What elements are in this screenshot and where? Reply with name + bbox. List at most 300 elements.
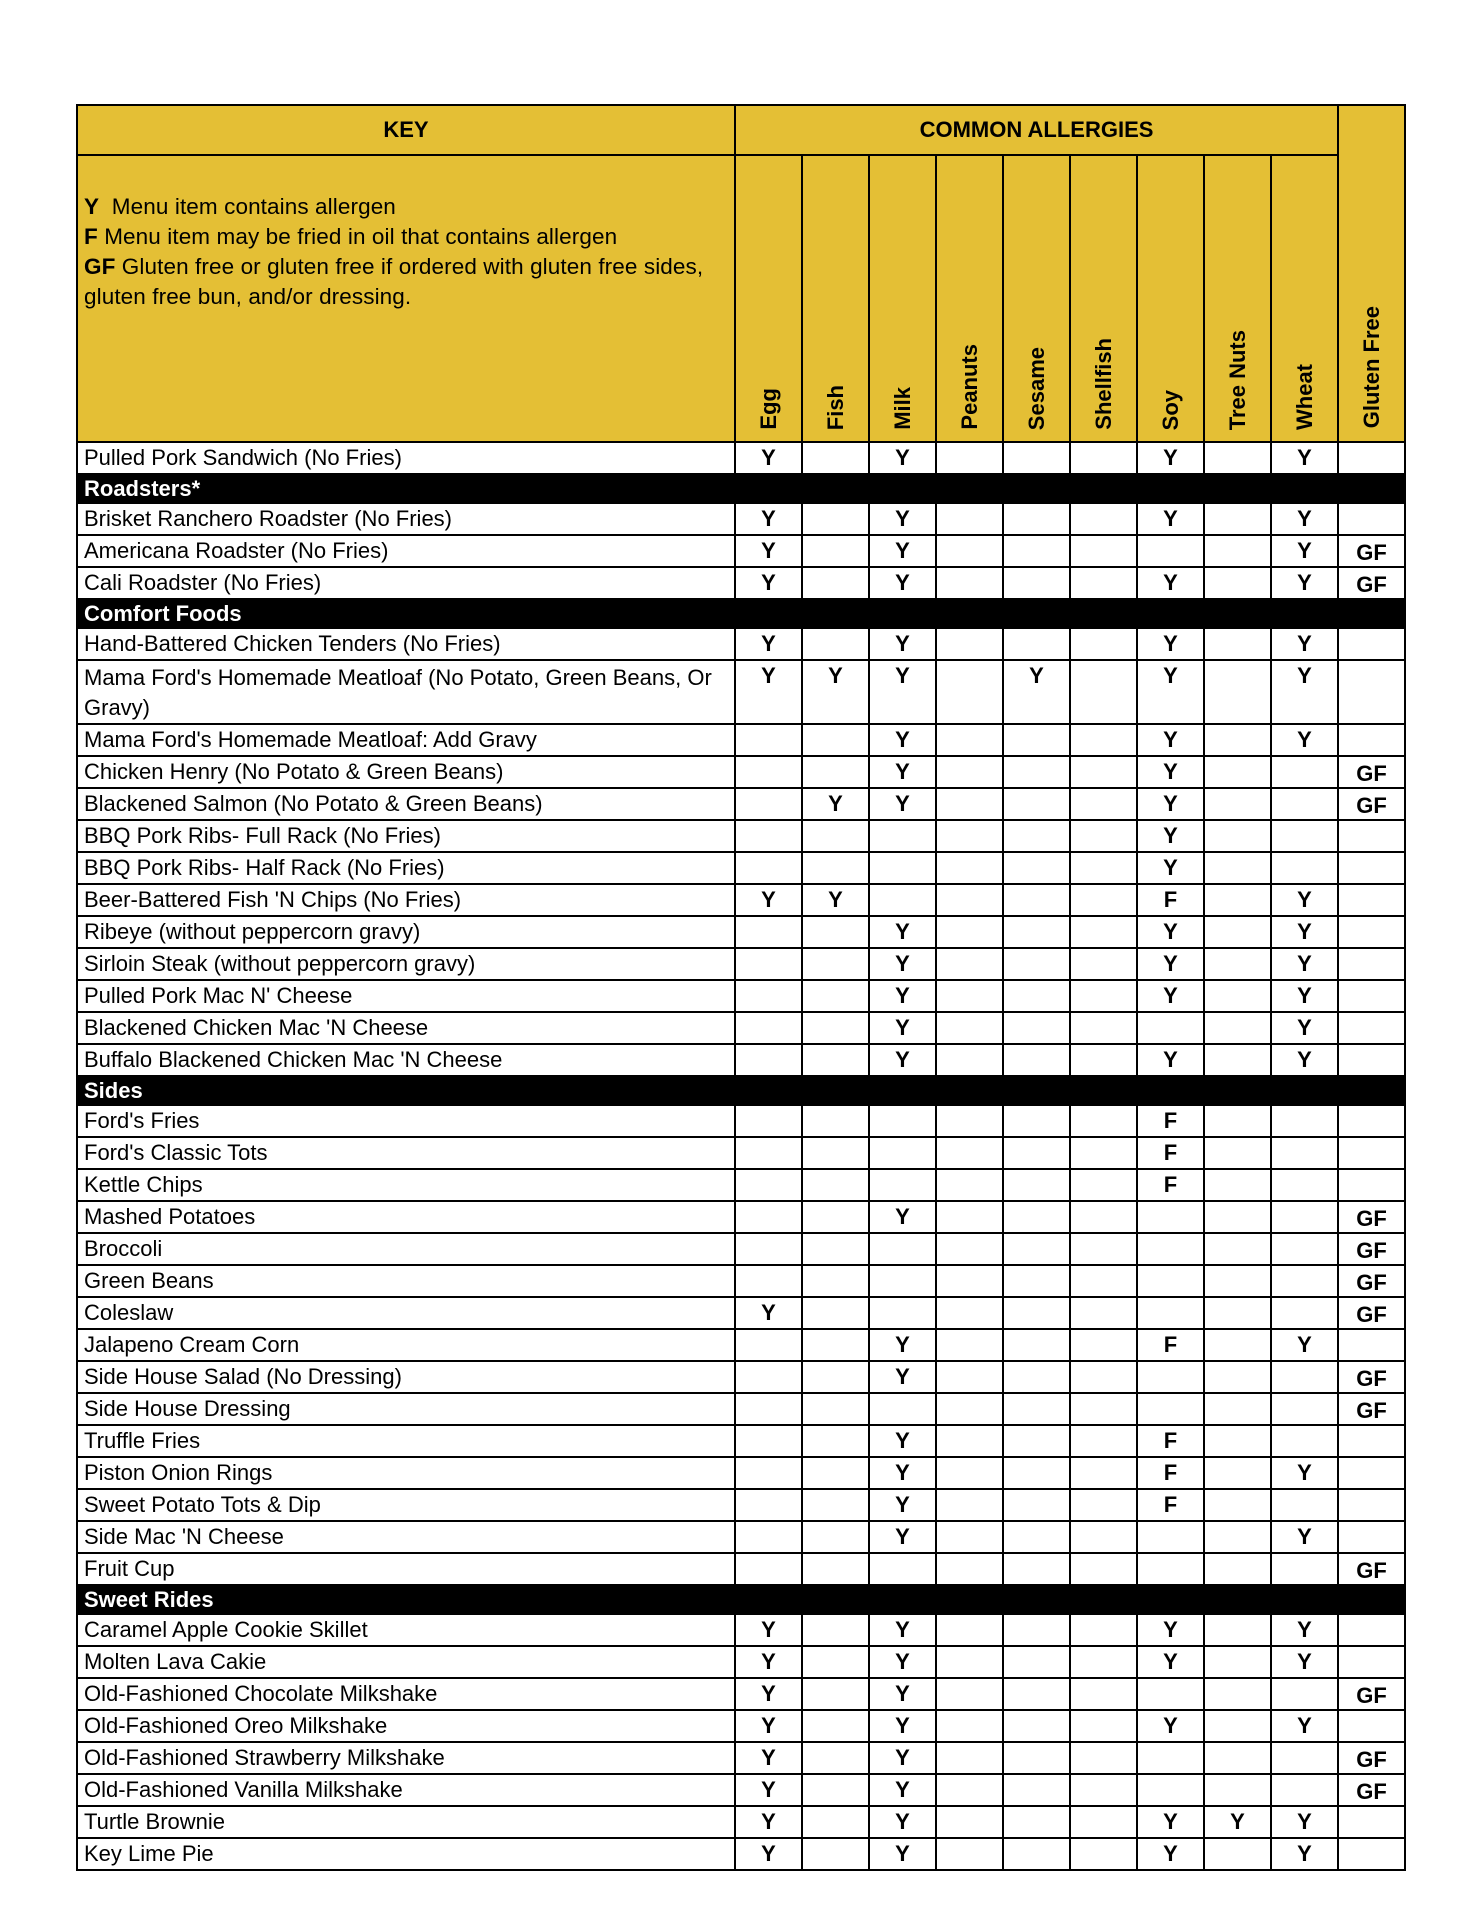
table-row: [77, 1361, 1405, 1393]
allergen-cell-shellfish: [1070, 1521, 1137, 1553]
table-row: [77, 1838, 1405, 1870]
allergen-cell-sesame: [1003, 628, 1070, 660]
table-row: [77, 1489, 1405, 1521]
menu-item-name: Old-Fashioned Chocolate Milkshake: [77, 1678, 735, 1710]
gluten-free-cell: [1338, 948, 1405, 980]
allergen-cell-peanuts: [936, 884, 1003, 916]
gluten-free-cell: [1338, 1489, 1405, 1521]
allergen-cell-wheat: [1271, 1393, 1338, 1425]
table-row: [77, 1393, 1405, 1425]
gluten-free-cell: [1338, 1838, 1405, 1870]
gluten-free-cell: [1338, 660, 1405, 724]
allergen-cell-peanuts: [936, 1233, 1003, 1265]
allergen-cell-soy: Y: [1137, 1646, 1204, 1678]
allergen-cell-fish: [802, 1742, 869, 1774]
menu-item-name: Chicken Henry (No Potato & Green Beans): [77, 756, 735, 788]
allergen-cell-tree-nuts: [1204, 1265, 1271, 1297]
gluten-free-cell: [1338, 1137, 1405, 1169]
menu-item-name: Coleslaw: [77, 1297, 735, 1329]
allergen-cell-tree-nuts: [1204, 1169, 1271, 1201]
gluten-free-cell: [1338, 1806, 1405, 1838]
allergen-cell-peanuts: [936, 1201, 1003, 1233]
allergen-cell-shellfish: [1070, 724, 1137, 756]
allergen-cell-shellfish: [1070, 1489, 1137, 1521]
allergen-cell-sesame: [1003, 884, 1070, 916]
allergen-cell-milk: Y: [869, 442, 936, 474]
key-line-gf: GF Gluten free or gluten free if ordered with gluten free sides, gluten free bun, and/or dressing.: [84, 254, 704, 309]
allergen-cell-wheat: Y: [1271, 567, 1338, 599]
allergen-cell-peanuts: [936, 442, 1003, 474]
table-row: [77, 1614, 1405, 1646]
allergen-cell-egg: Y: [735, 535, 802, 567]
allergen-cell-sesame: [1003, 916, 1070, 948]
table-row: [77, 1521, 1405, 1553]
menu-item-name: Ford's Classic Tots: [77, 1137, 735, 1169]
allergen-cell-wheat: [1271, 1233, 1338, 1265]
allergen-cell-wheat: [1271, 1105, 1338, 1137]
allergen-cell-sesame: [1003, 948, 1070, 980]
allergen-cell-egg: [735, 948, 802, 980]
allergen-cell-wheat: [1271, 1169, 1338, 1201]
allergen-cell-milk: Y: [869, 1457, 936, 1489]
allergen-cell-shellfish: [1070, 1774, 1137, 1806]
allergen-cell-peanuts: [936, 916, 1003, 948]
allergen-cell-egg: Y: [735, 1646, 802, 1678]
section-row: [77, 1585, 1405, 1614]
gluten-free-cell: [1338, 884, 1405, 916]
allergen-cell-tree-nuts: [1204, 1329, 1271, 1361]
allergen-cell-egg: [735, 1457, 802, 1489]
allergen-cell-tree-nuts: [1204, 1457, 1271, 1489]
allergen-cell-milk: Y: [869, 1774, 936, 1806]
allergen-cell-milk: Y: [869, 724, 936, 756]
table-row: [77, 1265, 1405, 1297]
allergen-cell-fish: [802, 1710, 869, 1742]
allergen-cell-milk: Y: [869, 1838, 936, 1870]
gluten-free-cell: GF: [1338, 1774, 1405, 1806]
table-row: [77, 1137, 1405, 1169]
allergen-cell-peanuts: [936, 1329, 1003, 1361]
allergen-cell-soy: Y: [1137, 1044, 1204, 1076]
allergen-cell-tree-nuts: [1204, 1201, 1271, 1233]
allergen-cell-soy: F: [1137, 1489, 1204, 1521]
allergen-cell-shellfish: [1070, 628, 1137, 660]
allergen-cell-peanuts: [936, 1774, 1003, 1806]
allergen-cell-peanuts: [936, 788, 1003, 820]
table-row: [77, 1169, 1405, 1201]
gluten-free-cell: GF: [1338, 535, 1405, 567]
allergen-cell-sesame: [1003, 1457, 1070, 1489]
allergen-cell-peanuts: [936, 1710, 1003, 1742]
allergen-cell-peanuts: [936, 1457, 1003, 1489]
table-row: [77, 980, 1405, 1012]
allergen-cell-shellfish: [1070, 442, 1137, 474]
gluten-free-cell: GF: [1338, 1297, 1405, 1329]
allergen-cell-peanuts: [936, 724, 1003, 756]
allergen-cell-tree-nuts: [1204, 1553, 1271, 1585]
allergen-cell-egg: [735, 820, 802, 852]
allergen-cell-sesame: [1003, 820, 1070, 852]
allergen-cell-fish: [802, 1265, 869, 1297]
allergen-cell-shellfish: [1070, 1614, 1137, 1646]
allergen-cell-fish: [802, 724, 869, 756]
allergen-cell-milk: Y: [869, 1489, 936, 1521]
allergen-cell-egg: [735, 1169, 802, 1201]
allergen-cell-wheat: [1271, 788, 1338, 820]
allergen-cell-soy: [1137, 1297, 1204, 1329]
gluten-free-cell: [1338, 980, 1405, 1012]
allergen-cell-shellfish: [1070, 948, 1137, 980]
menu-item-name: Mashed Potatoes: [77, 1201, 735, 1233]
allergen-cell-fish: [802, 1393, 869, 1425]
allergen-cell-peanuts: [936, 1521, 1003, 1553]
allergen-cell-tree-nuts: [1204, 916, 1271, 948]
allergen-cell-soy: F: [1137, 1169, 1204, 1201]
allergen-cell-sesame: [1003, 1393, 1070, 1425]
allergen-cell-shellfish: [1070, 1742, 1137, 1774]
allergen-cell-soy: [1137, 1012, 1204, 1044]
allergen-cell-soy: F: [1137, 1457, 1204, 1489]
allergen-cell-wheat: Y: [1271, 1012, 1338, 1044]
allergen-cell-fish: [802, 1838, 869, 1870]
allergen-cell-soy: Y: [1137, 980, 1204, 1012]
allergen-cell-egg: [735, 1329, 802, 1361]
allergen-cell-wheat: Y: [1271, 660, 1338, 724]
menu-item-name: Broccoli: [77, 1233, 735, 1265]
gluten-free-cell: [1338, 1521, 1405, 1553]
allergen-cell-fish: [802, 980, 869, 1012]
allergen-cell-fish: [802, 1425, 869, 1457]
allergen-cell-shellfish: [1070, 788, 1137, 820]
allergen-cell-peanuts: [936, 628, 1003, 660]
menu-item-name: Hand-Battered Chicken Tenders (No Fries): [77, 628, 735, 660]
menu-item-name: Buffalo Blackened Chicken Mac 'N Cheese: [77, 1044, 735, 1076]
allergen-cell-peanuts: [936, 1044, 1003, 1076]
allergen-cell-soy: [1137, 1678, 1204, 1710]
gluten-free-cell: GF: [1338, 1361, 1405, 1393]
allergen-cell-soy: Y: [1137, 1710, 1204, 1742]
allergen-cell-peanuts: [936, 567, 1003, 599]
allergen-cell-sesame: [1003, 724, 1070, 756]
menu-item-name: Kettle Chips: [77, 1169, 735, 1201]
allergen-cell-peanuts: [936, 1838, 1003, 1870]
table-row: [77, 567, 1405, 599]
allergen-cell-milk: Y: [869, 948, 936, 980]
allergen-cell-milk: [869, 884, 936, 916]
key-legend: [77, 155, 735, 442]
allergen-cell-sesame: [1003, 1233, 1070, 1265]
allergen-cell-soy: Y: [1137, 503, 1204, 535]
menu-item-name: Side House Dressing: [77, 1393, 735, 1425]
allergen-cell-egg: [735, 1425, 802, 1457]
allergen-cell-shellfish: [1070, 1329, 1137, 1361]
menu-item-name: Caramel Apple Cookie Skillet: [77, 1614, 735, 1646]
allergen-cell-tree-nuts: [1204, 442, 1271, 474]
table-row: [77, 1774, 1405, 1806]
gluten-free-cell: [1338, 1105, 1405, 1137]
gluten-free-cell: [1338, 628, 1405, 660]
menu-item-name: Old-Fashioned Vanilla Milkshake: [77, 1774, 735, 1806]
menu-item-name: Blackened Salmon (No Potato & Green Beans): [77, 788, 735, 820]
col-header-sesame: Sesame: [1003, 155, 1070, 442]
allergen-cell-sesame: [1003, 503, 1070, 535]
allergen-cell-wheat: [1271, 1489, 1338, 1521]
allergen-cell-milk: Y: [869, 628, 936, 660]
allergen-cell-soy: [1137, 535, 1204, 567]
allergen-cell-egg: [735, 1553, 802, 1585]
allergen-cell-tree-nuts: [1204, 756, 1271, 788]
menu-item-name: Key Lime Pie: [77, 1838, 735, 1870]
col-header-soy: Soy: [1137, 155, 1204, 442]
allergen-cell-tree-nuts: [1204, 628, 1271, 660]
allergen-cell-sesame: [1003, 1742, 1070, 1774]
menu-item-name: Molten Lava Cakie: [77, 1646, 735, 1678]
allergen-cell-fish: [802, 1329, 869, 1361]
menu-item-name: Ribeye (without peppercorn gravy): [77, 916, 735, 948]
allergen-cell-egg: [735, 1105, 802, 1137]
allergen-cell-fish: Y: [802, 788, 869, 820]
col-header-tree-nuts: Tree Nuts: [1204, 155, 1271, 442]
allergen-cell-egg: [735, 852, 802, 884]
allergen-cell-soy: Y: [1137, 1614, 1204, 1646]
allergen-cell-tree-nuts: [1204, 1393, 1271, 1425]
allergen-cell-peanuts: [936, 1425, 1003, 1457]
allergen-cell-fish: [802, 948, 869, 980]
allergen-cell-wheat: Y: [1271, 948, 1338, 980]
menu-item-name: Green Beans: [77, 1265, 735, 1297]
table-row: [77, 1742, 1405, 1774]
allergen-cell-wheat: Y: [1271, 1329, 1338, 1361]
allergen-cell-tree-nuts: [1204, 1297, 1271, 1329]
allergen-cell-peanuts: [936, 1742, 1003, 1774]
allergen-cell-wheat: [1271, 756, 1338, 788]
allergen-cell-fish: [802, 1012, 869, 1044]
allergen-cell-wheat: [1271, 1297, 1338, 1329]
allergen-cell-milk: Y: [869, 980, 936, 1012]
allergen-cell-tree-nuts: [1204, 1646, 1271, 1678]
menu-item-name: Ford's Fries: [77, 1105, 735, 1137]
table-row: [77, 756, 1405, 788]
section-title: Comfort Foods: [77, 599, 1405, 628]
allergen-cell-egg: [735, 980, 802, 1012]
allergen-cell-fish: [802, 1457, 869, 1489]
allergen-cell-egg: [735, 1044, 802, 1076]
gluten-free-cell: [1338, 1044, 1405, 1076]
allergen-cell-shellfish: [1070, 535, 1137, 567]
allergen-cell-tree-nuts: [1204, 503, 1271, 535]
allergen-cell-peanuts: [936, 1806, 1003, 1838]
table-row: [77, 1329, 1405, 1361]
allergen-cell-soy: Y: [1137, 820, 1204, 852]
section-title: Sides: [77, 1076, 1405, 1105]
allergen-cell-soy: F: [1137, 884, 1204, 916]
allergen-cell-fish: [802, 1678, 869, 1710]
allergen-cell-tree-nuts: [1204, 788, 1271, 820]
allergen-cell-shellfish: [1070, 660, 1137, 724]
allergen-cell-milk: [869, 1169, 936, 1201]
allergen-cell-soy: Y: [1137, 567, 1204, 599]
allergen-cell-peanuts: [936, 1393, 1003, 1425]
allergen-cell-shellfish: [1070, 1553, 1137, 1585]
gluten-free-cell: [1338, 1012, 1405, 1044]
allergen-cell-milk: [869, 852, 936, 884]
menu-item-name: Sweet Potato Tots & Dip: [77, 1489, 735, 1521]
allergen-cell-milk: Y: [869, 788, 936, 820]
allergen-cell-shellfish: [1070, 1137, 1137, 1169]
allergen-cell-peanuts: [936, 852, 1003, 884]
allergen-cell-milk: Y: [869, 1646, 936, 1678]
allergen-cell-soy: [1137, 1201, 1204, 1233]
allergen-cell-egg: Y: [735, 1742, 802, 1774]
table-row: [77, 916, 1405, 948]
table-row: [77, 820, 1405, 852]
allergen-cell-milk: Y: [869, 916, 936, 948]
allergen-cell-sesame: [1003, 1425, 1070, 1457]
allergen-cell-sesame: [1003, 1838, 1070, 1870]
allergen-cell-peanuts: [936, 756, 1003, 788]
allergen-cell-shellfish: [1070, 1457, 1137, 1489]
allergen-cell-egg: [735, 724, 802, 756]
allergen-cell-sesame: [1003, 1489, 1070, 1521]
allergen-cell-shellfish: [1070, 1044, 1137, 1076]
allergen-cell-shellfish: [1070, 1297, 1137, 1329]
allergen-cell-milk: Y: [869, 1614, 936, 1646]
allergen-cell-fish: [802, 1646, 869, 1678]
allergen-cell-sesame: [1003, 1329, 1070, 1361]
allergen-cell-milk: Y: [869, 1806, 936, 1838]
allergen-cell-fish: [802, 628, 869, 660]
gluten-free-cell: [1338, 1169, 1405, 1201]
allergen-cell-peanuts: [936, 1678, 1003, 1710]
section-row: [77, 474, 1405, 503]
allergen-cell-milk: Y: [869, 503, 936, 535]
allergen-cell-fish: [802, 535, 869, 567]
allergen-cell-milk: [869, 1393, 936, 1425]
table-row: [77, 1806, 1405, 1838]
allergen-cell-shellfish: [1070, 1012, 1137, 1044]
allergen-cell-fish: [802, 756, 869, 788]
allergen-cell-peanuts: [936, 1614, 1003, 1646]
allergen-cell-egg: Y: [735, 1297, 802, 1329]
allergen-cell-peanuts: [936, 1646, 1003, 1678]
allergen-cell-wheat: [1271, 1425, 1338, 1457]
table-row: [77, 1678, 1405, 1710]
allergen-cell-sesame: [1003, 788, 1070, 820]
allergen-cell-wheat: [1271, 1553, 1338, 1585]
allergen-cell-sesame: [1003, 1710, 1070, 1742]
allergen-cell-wheat: [1271, 1361, 1338, 1393]
section-title: Sweet Rides: [77, 1585, 1405, 1614]
allergen-cell-shellfish: [1070, 852, 1137, 884]
key-line-y: Y Menu item contains allergen: [84, 194, 396, 219]
menu-item-name: Side House Salad (No Dressing): [77, 1361, 735, 1393]
allergen-cell-fish: [802, 567, 869, 599]
allergen-cell-egg: Y: [735, 567, 802, 599]
table-row: [77, 1012, 1405, 1044]
allergen-cell-soy: Y: [1137, 756, 1204, 788]
menu-item-name: Pulled Pork Mac N' Cheese: [77, 980, 735, 1012]
allergen-cell-wheat: Y: [1271, 724, 1338, 756]
allergen-cell-tree-nuts: [1204, 660, 1271, 724]
allergen-cell-tree-nuts: [1204, 1742, 1271, 1774]
allergen-cell-egg: Y: [735, 442, 802, 474]
allergen-cell-peanuts: [936, 1137, 1003, 1169]
allergen-cell-shellfish: [1070, 820, 1137, 852]
allergen-cell-egg: Y: [735, 884, 802, 916]
menu-item-name: Brisket Ranchero Roadster (No Fries): [77, 503, 735, 535]
allergen-cell-fish: Y: [802, 884, 869, 916]
allergen-cell-sesame: [1003, 1774, 1070, 1806]
gluten-free-cell: [1338, 1614, 1405, 1646]
allergen-cell-shellfish: [1070, 1393, 1137, 1425]
allergen-cell-milk: Y: [869, 567, 936, 599]
table-row: [77, 1553, 1405, 1585]
gluten-free-cell: [1338, 916, 1405, 948]
allergen-cell-tree-nuts: [1204, 1838, 1271, 1870]
allergen-cell-tree-nuts: [1204, 1678, 1271, 1710]
allergen-cell-soy: Y: [1137, 788, 1204, 820]
allergen-cell-soy: Y: [1137, 442, 1204, 474]
allergen-cell-sesame: [1003, 1297, 1070, 1329]
allergen-cell-fish: [802, 1806, 869, 1838]
menu-item-name: BBQ Pork Ribs- Full Rack (No Fries): [77, 820, 735, 852]
allergen-cell-wheat: Y: [1271, 916, 1338, 948]
allergen-cell-shellfish: [1070, 567, 1137, 599]
gluten-free-cell: GF: [1338, 1393, 1405, 1425]
allergen-cell-peanuts: [936, 535, 1003, 567]
allergen-cell-fish: [802, 1614, 869, 1646]
allergen-cell-egg: Y: [735, 1806, 802, 1838]
menu-item-name: Blackened Chicken Mac 'N Cheese: [77, 1012, 735, 1044]
allergen-cell-tree-nuts: [1204, 724, 1271, 756]
allergen-cell-peanuts: [936, 1105, 1003, 1137]
allergen-cell-peanuts: [936, 1489, 1003, 1521]
allergen-cell-milk: [869, 1553, 936, 1585]
allergen-cell-fish: [802, 820, 869, 852]
allergen-cell-tree-nuts: [1204, 1361, 1271, 1393]
allergen-cell-fish: [802, 1297, 869, 1329]
allergen-cell-milk: [869, 1297, 936, 1329]
allergen-cell-sesame: [1003, 1169, 1070, 1201]
allergen-cell-egg: [735, 1521, 802, 1553]
allergen-cell-wheat: Y: [1271, 1710, 1338, 1742]
gluten-free-cell: GF: [1338, 756, 1405, 788]
allergen-cell-peanuts: [936, 1169, 1003, 1201]
gluten-free-cell: [1338, 1457, 1405, 1489]
allergen-cell-fish: [802, 1137, 869, 1169]
allergen-cell-wheat: [1271, 852, 1338, 884]
allergen-cell-milk: Y: [869, 1329, 936, 1361]
allergen-cell-sesame: [1003, 1137, 1070, 1169]
allergen-cell-peanuts: [936, 503, 1003, 535]
allergen-cell-tree-nuts: [1204, 1137, 1271, 1169]
allergen-cell-milk: Y: [869, 1425, 936, 1457]
allergen-cell-egg: [735, 788, 802, 820]
allergen-cell-shellfish: [1070, 503, 1137, 535]
allergen-cell-fish: [802, 1774, 869, 1806]
allergen-cell-milk: Y: [869, 1012, 936, 1044]
allergen-cell-peanuts: [936, 1361, 1003, 1393]
allergen-cell-egg: [735, 1137, 802, 1169]
allergen-cell-shellfish: [1070, 1425, 1137, 1457]
allergen-cell-wheat: Y: [1271, 1044, 1338, 1076]
key-title: KEY: [77, 105, 735, 155]
allergen-cell-shellfish: [1070, 980, 1137, 1012]
allergen-cell-sesame: [1003, 1201, 1070, 1233]
allergen-cell-egg: [735, 1361, 802, 1393]
allergen-cell-wheat: Y: [1271, 980, 1338, 1012]
allergen-cell-tree-nuts: [1204, 1489, 1271, 1521]
